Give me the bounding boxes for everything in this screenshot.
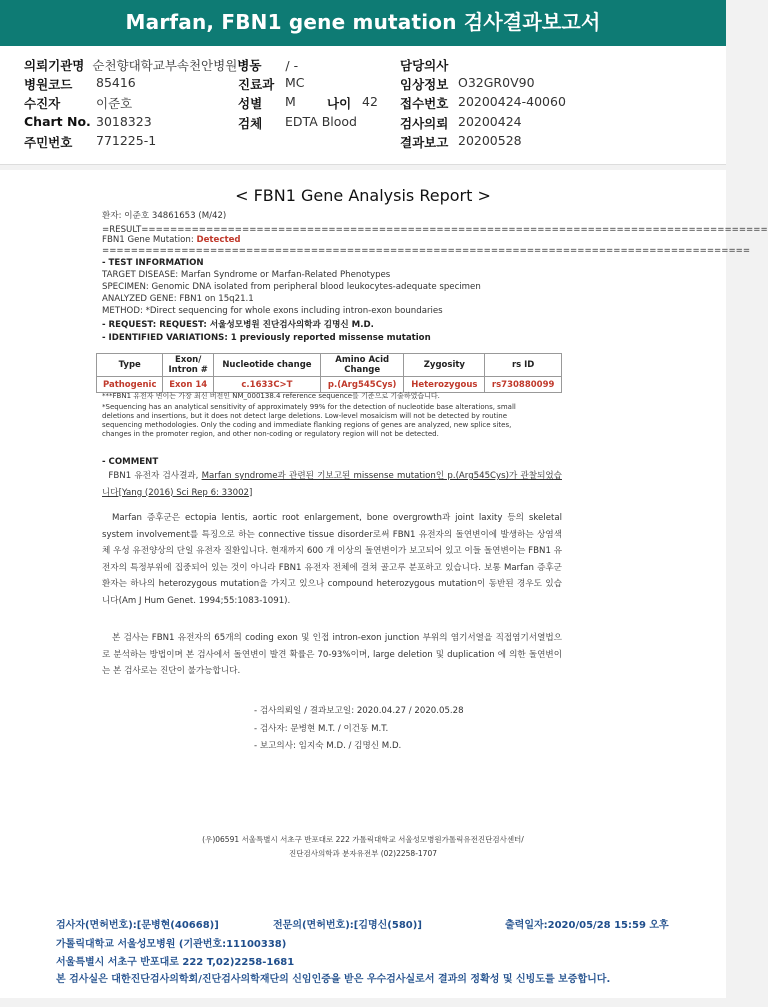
dept-label: 진료과 <box>238 77 275 92</box>
request-line: - REQUEST: REQUEST: 서울성모병원 진단검사의학과 김명신 M.D. <box>102 320 374 330</box>
cell-nucleotide: c.1633C>T <box>213 377 320 393</box>
divider-line: ========================================================================================== <box>102 246 751 256</box>
note-sensitivity-4: changes in the promoter region, and other non-coding or regulatory region will not be detected. <box>102 430 439 438</box>
ward-label: 병동 <box>237 58 262 73</box>
table-row <box>97 377 562 393</box>
footer-certification: 본 검사실은 대한진단검사의학회/진단검사의학재단의 신임인증을 받은 우수검사실로서 결과의 정확성 및 신빙도를 보증합니다. <box>56 974 611 985</box>
result-line: =RESULT======================================================================================= <box>102 225 768 235</box>
institution-row <box>24 56 298 74</box>
th-amino-acid: Amino Acid Change <box>320 354 403 377</box>
specimen-info: SPECIMEN: Genomic DNA isolated from peripheral blood leukocytes-adequate specimen <box>102 282 481 292</box>
comment-p1-underlined: Marfan syndrome과 관련된 기보고된 missense mutation인 p.(Arg545Cys)가 관찰되었습니다[Yang (2016) Sci Rep 6: 33002] <box>102 471 562 498</box>
sex-label: 성별 <box>238 96 263 111</box>
variant-table-header <box>97 354 562 377</box>
analysis-report-title: < FBN1 Gene Analysis Report > <box>235 186 491 205</box>
cell-zygosity: Heterozygous <box>404 377 485 393</box>
institution-label: 의뢰기관명 <box>24 58 85 73</box>
footer-address: 서울특별시 서초구 반포대로 222 T,02)2258-1681 <box>56 957 295 968</box>
address-line-1: (우)06591 서울특별시 서초구 반포대로 222 가톨릭대학교 서울성모병원가톨릭유전진단검사센터/ <box>202 835 524 844</box>
comment-paragraph-1 <box>102 468 562 501</box>
identified-variations: - IDENTIFIED VARIATIONS: 1 previously reported missense mutation <box>102 333 431 343</box>
comment-paragraph-3: 본 검사는 FBN1 유전자의 65개의 coding exon 및 인접 intron-exon junction 부위의 염기서열을 직접염기서열법으로 분석하는 방법이며 본 검사에서 돌연변이 발견 확률은 70-93%이며, large deletion 및 duplication 에 의한 돌연변이는 본 검사로는 진단이 불가능합니다. <box>102 633 562 677</box>
test-info-heading: - TEST INFORMATION <box>102 258 204 268</box>
method: METHOD: *Direct sequencing for whole exons including intron-exon boundaries <box>102 306 443 316</box>
note-sensitivity-1: *Sequencing has an analytical sensitivity of approximately 99% for the detection of nucleotide base alterations, small <box>102 403 516 411</box>
comment-p1-lead: FBN1 유전자 검사결과, <box>108 471 202 481</box>
cell-exon: Exon 14 <box>163 377 213 393</box>
ward-value: / - <box>285 58 299 73</box>
note-sensitivity-3: sequencing methodologies. Only the coding and immediate flanking regions of genes are analyzed, new splice sites, <box>102 421 512 429</box>
hospital-code-label: 병원코드 <box>24 77 73 92</box>
clinical-value: O32GR0V90 <box>458 75 535 90</box>
sign-examiners: - 검사자: 문병현 M.T. / 이건동 M.T. <box>254 724 389 734</box>
specimen-value: EDTA Blood <box>285 114 357 129</box>
request-date-label: 검사의뢰 <box>400 116 449 131</box>
mutation-label: FBN1 Gene Mutation: <box>102 235 197 245</box>
analyzed-gene: ANALYZED GENE: FBN1 on 15q21.1 <box>102 294 254 304</box>
cell-amino-acid: p.(Arg545Cys) <box>320 377 403 393</box>
address-line-2: 진단검사의학과 분자유전부 (02)2258-1707 <box>289 849 437 858</box>
sign-dates: - 검사의뢰일 / 결과보고일: 2020.04.27 / 2020.05.28 <box>254 706 464 716</box>
note-reference: ***FBN1 유전자 변이는 가장 최신 버전인 NM_000138.4 reference sequence를 기준으로 기술하였습니다. <box>102 392 440 400</box>
mutation-status: Detected <box>196 235 241 245</box>
th-zygosity: Zygosity <box>404 354 485 377</box>
comment-heading: - COMMENT <box>102 457 159 467</box>
id-label: 주민번호 <box>24 135 73 150</box>
sign-physicians: - 보고의사: 임지숙 M.D. / 김명신 M.D. <box>254 741 402 751</box>
institution-value: 순천향대학교부속천안병원 <box>92 58 238 73</box>
note-sensitivity-2: deletions and insertions, but it does not detect large deletions. Low-level mosaicism will not be detected by routine <box>102 412 507 420</box>
cell-type: Pathogenic <box>97 377 163 393</box>
target-disease: TARGET DISEASE: Marfan Syndrome or Marfan-Related Phenotypes <box>102 270 391 280</box>
hospital-code-value: 85416 <box>96 75 136 90</box>
footer-hospital: 가톨릭대학교 서울성모병원 (기관번호:11100338) <box>56 939 287 950</box>
sex-value: M <box>285 94 296 109</box>
patient-header <box>0 46 726 165</box>
patient-label: 수진자 <box>24 96 61 111</box>
patient-value: 이준호 <box>96 96 133 111</box>
clinical-label: 임상정보 <box>400 77 449 92</box>
th-rsid: rs ID <box>485 354 562 377</box>
specimen-label: 검체 <box>238 116 263 131</box>
dept-value: MC <box>285 75 305 90</box>
th-nucleotide: Nucleotide change <box>213 354 320 377</box>
age-label: 나이 <box>327 96 352 111</box>
accession-value: 20200424-40060 <box>458 94 566 109</box>
doctor-label: 담당의사 <box>400 58 449 73</box>
cell-rsid: rs730880099 <box>485 377 562 393</box>
footer-printed: 출력일자:2020/05/28 15:59 오후 <box>505 920 669 931</box>
result-date-label: 결과보고 <box>400 135 449 150</box>
chart-value: 3018323 <box>96 114 152 129</box>
footer-specialist: 전문의(면허번호):[김명신(580)] <box>273 920 422 931</box>
age-value: 42 <box>362 94 378 109</box>
id-value: 771225-1 <box>96 133 157 148</box>
th-exon: Exon/ Intron # <box>163 354 213 377</box>
report-body <box>0 170 768 998</box>
chart-label: Chart No. <box>24 114 91 129</box>
result-date-value: 20200528 <box>458 133 522 148</box>
report-title: Marfan, FBN1 gene mutation 검사결과보고서 <box>0 0 726 46</box>
accession-label: 접수번호 <box>400 96 449 111</box>
comment-paragraph-2: Marfan 증후군은 ectopia lentis, aortic root enlargement, bone overgrowth과 joint laxity 등의 skeletal system involvement를 특징으로 하는 connective tissue disorder로써 FBN1 유전자의 돌연변이에 발생하는 상염색체 우성 유전양상의 단일 유전자 질환입니다. 현재까지 600 개 이상의 돌연변이가 보고되어 있고 이들 돌연변이는 FBN1 유전자의 특정부위에 집중되어 있는 것이 아니라 FBN1 유전자 전체에 걸쳐 골고루 분포하고 있습니다. 보통 Marfan 증후군 환자는 하나의 heterozygous mutation을 가지고 있으나 compound heterozygous mutation이 동반된 경우도 있습니다(Am J Hum Genet. 1994;55:1083-1091). <box>102 513 562 606</box>
patient-line: 환자: 이준호 34861653 (M/42) <box>102 211 227 221</box>
request-date-value: 20200424 <box>458 114 522 129</box>
variant-table <box>96 353 562 393</box>
footer-examiner: 검사자(면허번호):[문병현(40668)] <box>56 920 219 931</box>
th-type: Type <box>97 354 163 377</box>
